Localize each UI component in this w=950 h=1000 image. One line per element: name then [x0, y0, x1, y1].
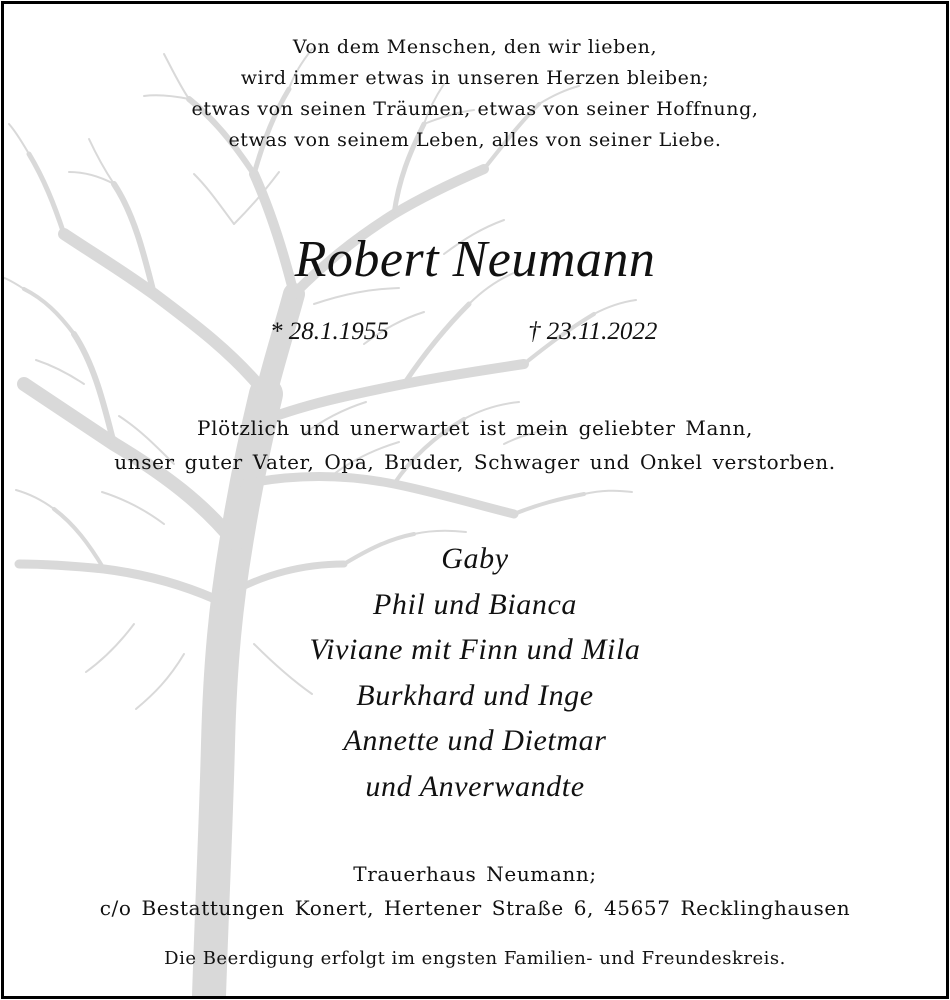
mourner-name: Phil und Bianca — [373, 588, 577, 621]
mourner-name: Gaby — [441, 542, 509, 575]
poem-line: etwas von seinem Leben, alles von seiner Liebe. — [228, 129, 722, 151]
mourner-name: und Anverwandte — [365, 770, 585, 803]
announcement-line: unser guter Vater, Opa, Bruder, Schwager und Onkel verstorben. — [114, 450, 836, 474]
address-line: Trauerhaus Neumann; — [353, 862, 597, 886]
poem-line: wird immer etwas in unseren Herzen bleiben; — [240, 67, 710, 89]
address-line: c/o Bestattungen Konert, Hertener Straße 6, 45657 Recklinghausen — [99, 896, 851, 920]
mourner-name: Viviane mit Finn und Mila — [309, 633, 641, 666]
mourner-name: Annette und Dietmar — [343, 724, 607, 757]
deceased-name: Robert Neumann — [294, 231, 656, 288]
birth-date: * 28.1.1955 — [270, 318, 389, 345]
funeral-note: Die Beerdigung erfolgt im engsten Familien- und Freundeskreis. — [164, 948, 786, 969]
obituary-content — [4, 4, 946, 996]
poem-line: Von dem Menschen, den wir lieben, — [292, 36, 658, 58]
poem-line: etwas von seinen Träumen, etwas von seiner Hoffnung, — [191, 98, 759, 120]
death-date: † 23.11.2022 — [528, 318, 658, 345]
mourner-name: Burkhard und Inge — [356, 679, 594, 712]
announcement-line: Plötzlich und unerwartet ist mein geliebter Mann, — [197, 416, 753, 440]
obituary-frame — [1, 1, 949, 999]
